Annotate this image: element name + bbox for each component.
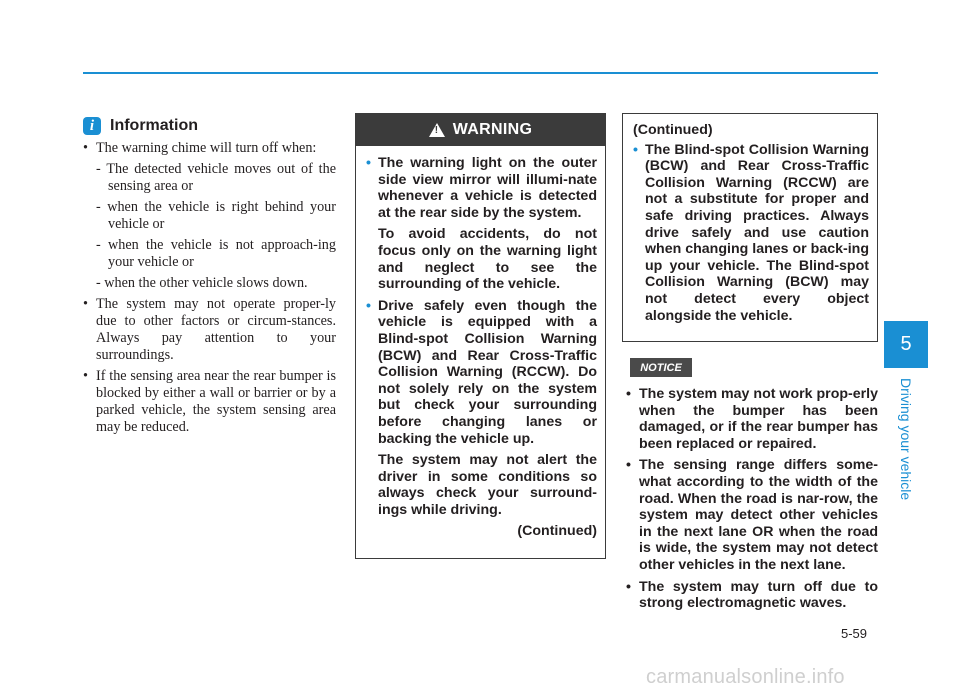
warning-box bbox=[355, 113, 606, 559]
warning-item-light: • The warning light on the outer side view mirror will illumi-nate whenever a vehicle is detected at the rear side by the system. bbox=[366, 155, 597, 221]
notice-item: • The system may not work prop-erly when the bumper has been damaged, or if the rear bumper has been replaced or repaired. bbox=[624, 386, 878, 452]
chapter-label-text: Driving your vehicle bbox=[898, 378, 914, 501]
notice-item: • The system may turn off due to strong electromagnetic waves. bbox=[624, 579, 878, 612]
notice-list bbox=[624, 386, 878, 617]
info-bullet-operation: • The system may not operate proper-ly due to other factors or circum-stances. Always pay attention to your surroundings. bbox=[83, 296, 336, 364]
warning-title: WARNING bbox=[452, 121, 533, 138]
warning-header bbox=[356, 114, 605, 146]
page-number: 5-59 bbox=[841, 626, 868, 641]
header-rule bbox=[83, 72, 878, 74]
information-section bbox=[83, 116, 336, 440]
info-sub-item: - when the vehicle is right behind your vehicle or bbox=[96, 199, 336, 232]
information-title: Information bbox=[110, 117, 198, 134]
warning-triangle-icon: ! bbox=[429, 123, 445, 137]
continued-label: (Continued) bbox=[633, 122, 713, 138]
notice-badge: NOTICE bbox=[630, 358, 692, 377]
info-sub-item: - when the other vehicle slows down. bbox=[96, 275, 308, 291]
info-sublist bbox=[83, 161, 336, 292]
continued-item: • The Blind-spot Collision Warning (BCW) and Rear Cross-Traffic Collision Warning (RCCW) are not a substitute for proper and safe driving practices. Always drive safely and use caution when changing lanes or back-ing up your vehicle. The Blind-spot Collision Warning (BCW) may not detect every object alongside the vehicle. bbox=[633, 142, 869, 325]
info-bullet-chime: • The warning chime will turn off when: bbox=[83, 140, 336, 157]
watermark: carmanualsonline.info bbox=[646, 666, 845, 688]
info-sub-item: - The detected vehicle moves out of the sensing area or bbox=[96, 161, 336, 194]
warning-continued-box bbox=[622, 113, 878, 342]
warning-item-light-detail: To avoid accidents, do not focus only on the warning light and neglect to see the surrounding of the vehicle. bbox=[378, 226, 597, 293]
warning-item-alert: The system may not alert the driver in some conditions so always check your surround-ings while driving. bbox=[378, 452, 597, 518]
notice-item: • The sensing range differs some-what according to the width of the road. When the road is nar-row, the system may detect other vehicles in the next lane OR when the road is wide, the system may not detect other vehicles in the next lane. bbox=[624, 457, 878, 573]
info-bullet-sensing: • If the sensing area near the rear bumper is blocked by either a wall or barrier or by a parked vehicle, the system sensing area may be reduced. bbox=[83, 368, 336, 436]
info-icon: i bbox=[83, 117, 101, 135]
chapter-tab: 5 bbox=[884, 321, 928, 368]
info-sub-item: - when the vehicle is not approach-ing your vehicle or bbox=[96, 237, 336, 270]
information-header bbox=[83, 116, 336, 136]
warning-item-drive-safely: • Drive safely even though the vehicle is equipped with a Blind-spot Collision Warning (BCW) and Rear Cross-Traffic Collision Warning (RCCW). Do not solely rely on the system but check your surrounding before changing lanes or backing the vehicle up. bbox=[366, 298, 597, 447]
warning-continued: (Continued) bbox=[517, 523, 597, 540]
